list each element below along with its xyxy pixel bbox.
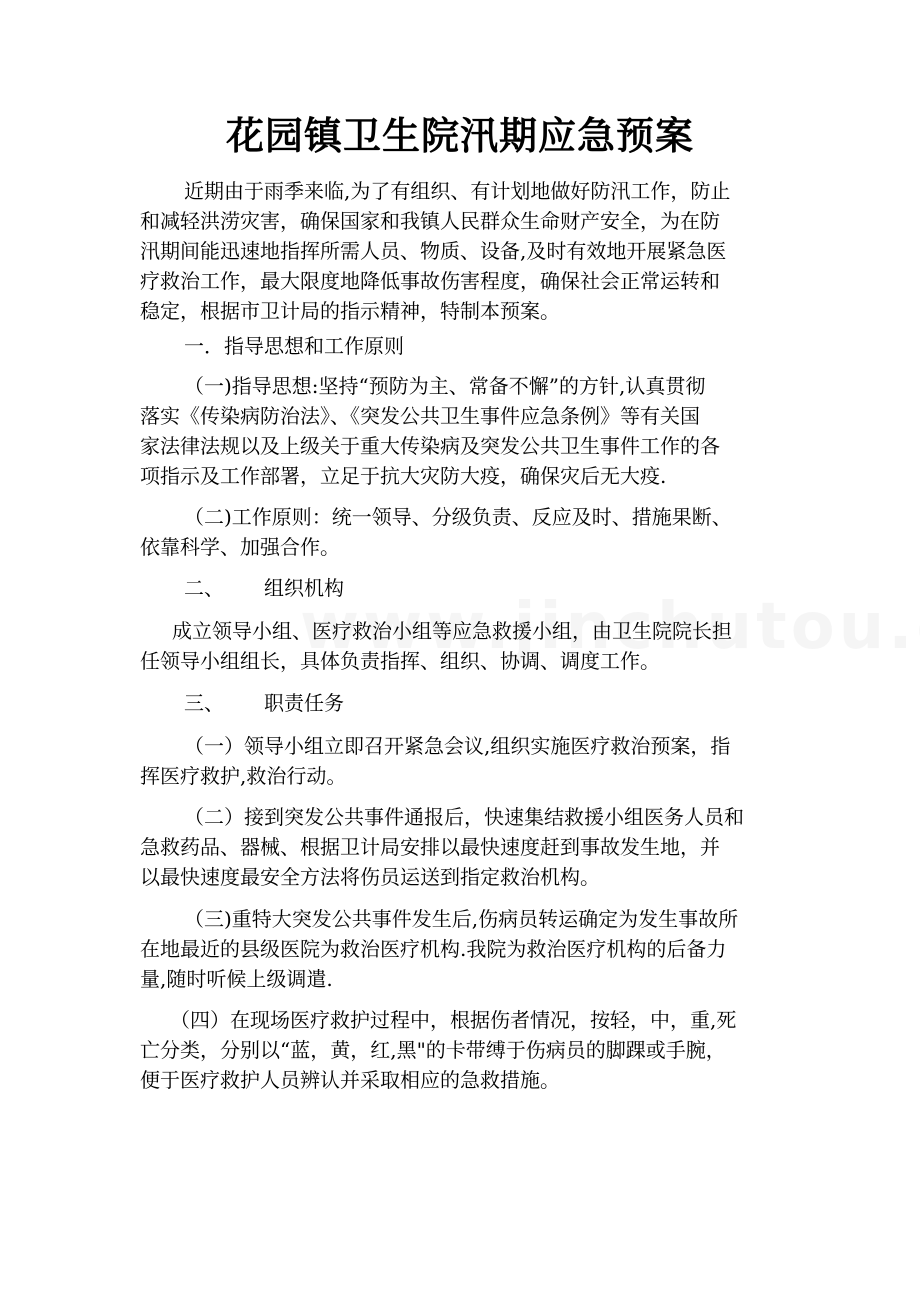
intro-line: 汛期间能迅速地指挥所需人员、物质、设备,及时有效地开展紧急医	[140, 239, 727, 263]
section3-p3-line: 量,随时听候上级调遣.	[140, 967, 333, 991]
section3-heading-line	[140, 688, 780, 718]
section3-item-2	[140, 802, 780, 892]
section3-title: 职责任务	[264, 691, 344, 715]
section2-title: 组织机构	[264, 576, 344, 600]
section3-heading	[140, 688, 780, 718]
section1-p1-line: 项指示及工作部署，立足于抗大灾防大疫，确保灾后无大疫.	[140, 464, 667, 488]
section2-heading-line	[140, 573, 780, 603]
intro-paragraph	[140, 176, 780, 326]
section3-item-1	[140, 731, 780, 791]
section3-p4-line: 亡分类，分别以“蓝，黄，红,黑"的卡带缚于伤病员的脚踝或手腕，	[140, 1038, 726, 1062]
section3-p2-line: 急救药品、器械、根据卫计局安排以最快速度赶到事故发生地，并	[140, 835, 720, 859]
section3-item-3	[140, 904, 780, 994]
document-title: 花园镇卫生院汛期应急预案	[225, 113, 694, 158]
section2-heading	[140, 573, 780, 603]
intro-line: 近期由于雨季来临,为了有组织、有计划地做好防汛工作，防止	[184, 179, 731, 203]
section1-p2-line: （二)工作原则：统一领导、分级负责、反应及时、措施果断、	[184, 505, 732, 529]
section3-p3-line: （三)重特大突发公共事件发生后,伤病员转运确定为发生事故所	[184, 907, 739, 931]
section2-number: 二、	[184, 576, 224, 600]
section1-guiding-ideology	[140, 371, 780, 491]
section3-p2-line: （二）接到突发公共事件通报后，快速集结救援小组医务人员和	[184, 805, 744, 829]
section1-heading-text: 一．指导思想和工作原则	[184, 334, 404, 358]
section3-number: 三、	[184, 691, 224, 715]
section3-p2-line: 以最快速度最安全方法将伤员运送到指定救治机构。	[140, 865, 600, 889]
section2-paragraph	[140, 616, 780, 676]
intro-line: 疗救治工作，最大限度地降低事故伤害程度，确保社会正常运转和	[140, 269, 720, 293]
section3-item-4	[140, 1005, 780, 1095]
section2-p1-line: 任领导小组组长，具体负责指挥、组织、协调、调度工作。	[140, 649, 660, 673]
intro-line: 稳定，根据市卫计局的指示精神，特制本预案。	[140, 299, 560, 323]
section1-p1-line: 家法律法规以及上级关于重大传染病及突发公共卫生事件工作的各	[140, 434, 720, 458]
section2-p1-line: 成立领导小组、医疗救治小组等应急救援小组，由卫生院院长担	[172, 619, 732, 643]
section1-p1-line: （一)指导思想:坚持“预防为主、常备不懈”的方针,认真贯彻	[184, 374, 706, 398]
intro-line: 和减轻洪涝灾害，确保国家和我镇人民群众生命财产安全，为在防	[140, 209, 720, 233]
section3-p1-line: 挥医疗救护,救治行动。	[140, 764, 347, 788]
section1-p1-line: 落实《传染病防治法》、《突发公共卫生事件应急条例》等有关国	[140, 404, 700, 428]
section3-p3-line: 在地最近的县级医院为救治医疗机构.我院为救治医疗机构的后备力	[140, 937, 727, 961]
section1-p2-line: 依靠科学、加强合作。	[140, 535, 340, 559]
section1-working-principles	[140, 502, 780, 562]
section3-p1-line: （一）领导小组立即召开紧急会议,组织实施医疗救治预案，指	[184, 734, 731, 758]
section3-p4-line: 便于医疗救护人员辨认并采取相应的急救措施。	[140, 1068, 560, 1092]
section3-p4-line: （四）在现场医疗救护过程中，根据伤者情况，按轻，中，重,死	[170, 1008, 737, 1032]
section1-heading	[140, 331, 780, 361]
